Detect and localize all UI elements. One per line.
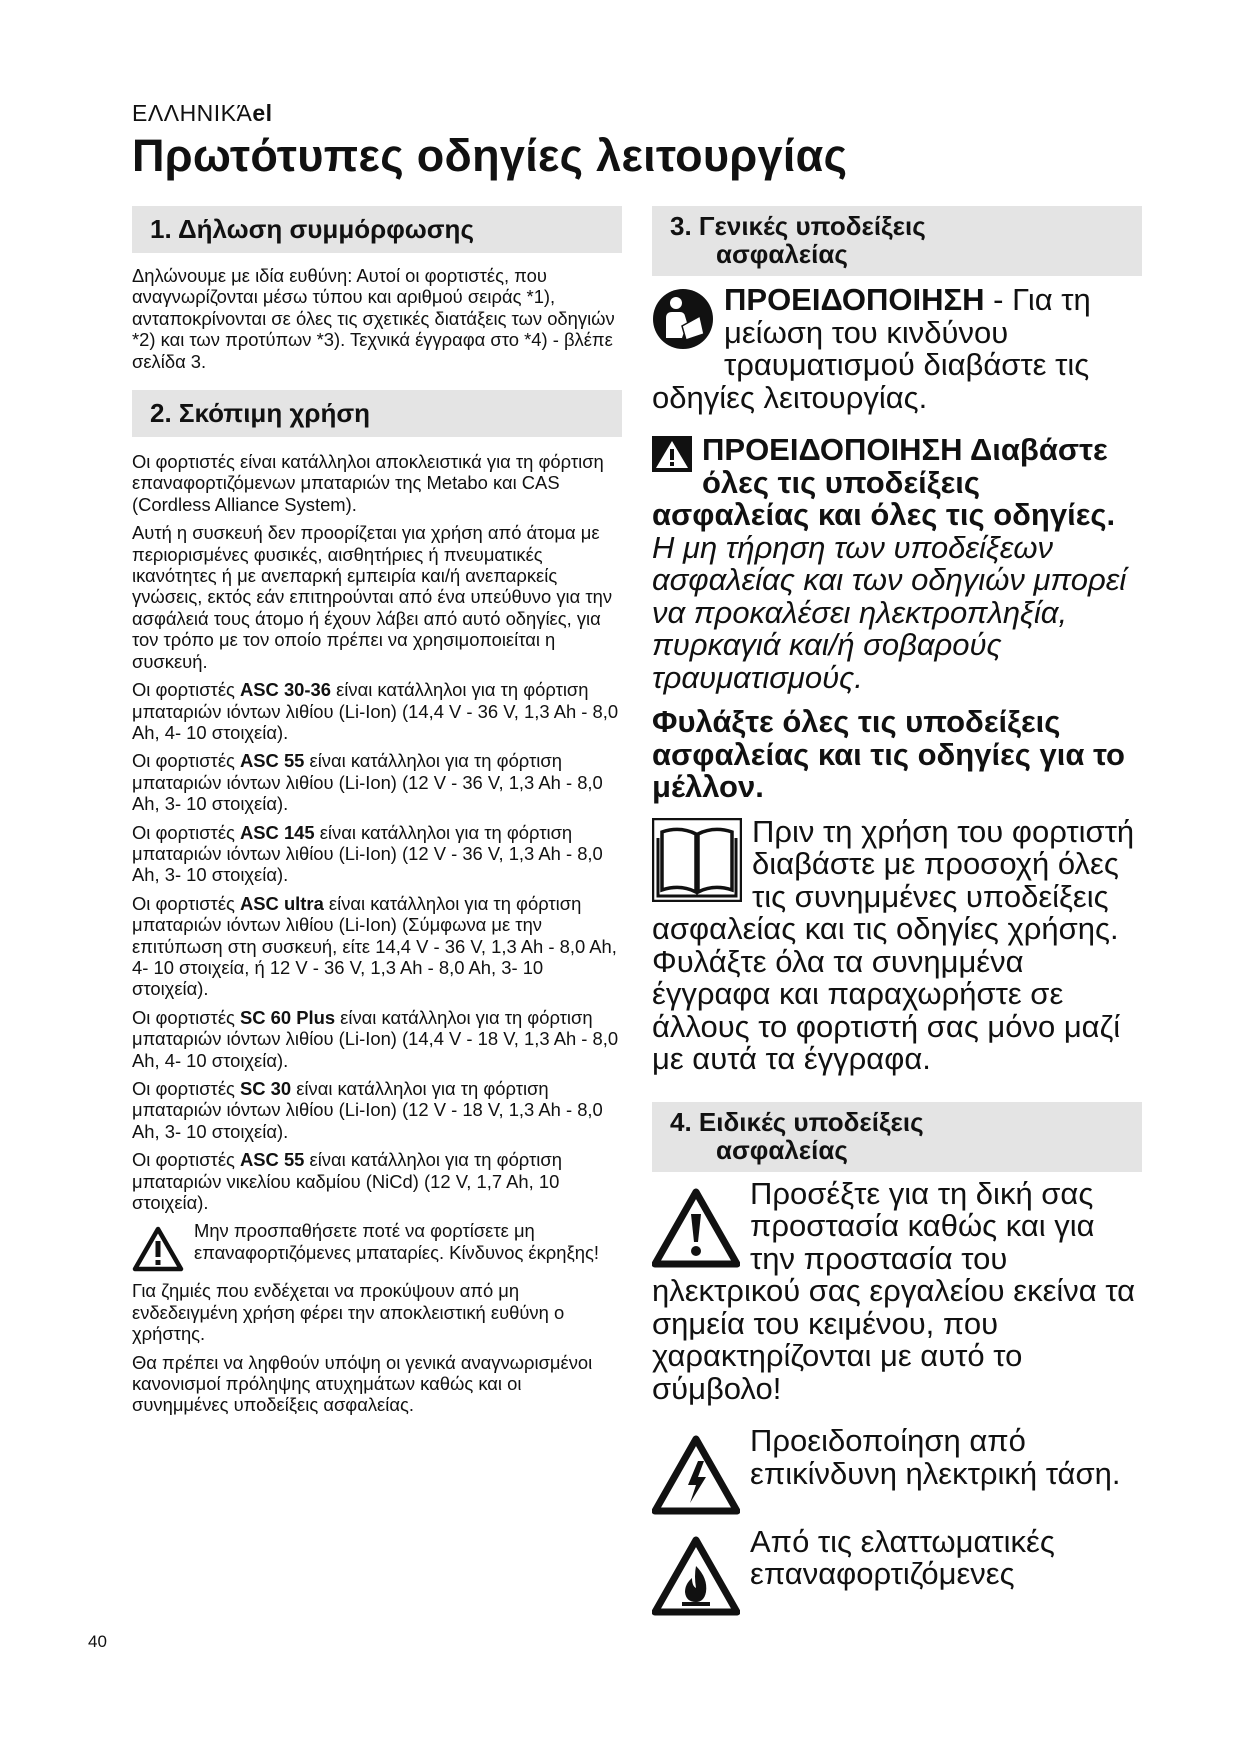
fire-hazard-icon	[652, 1536, 740, 1623]
intended-use-paragraph: Οι φορτιστές είναι κατάλληλοι αποκλειστικά για τη φόρτιση επαναφορτιζόμενων μπαταριών της Metabo και CAS (Cordless Alliance System).	[132, 451, 604, 515]
section-4-heading: 4. Ειδικές υποδείξεις ασφαλείας	[652, 1102, 1142, 1172]
book-icon	[652, 818, 742, 909]
charger-paragraph: Οι φορτιστές SC 30 είναι κατάλληλοι για τη φόρτιση μπαταριών ιόντων λιθίου (Li-Ion) (12 V - 18 V, 1,3 Ah - 8,0 Ah, 3- 10 στοιχεία).	[132, 1078, 603, 1142]
section-1-text: Δηλώνουμε με ιδία ευθύνη: Αυτοί οι φορτιστές, που αναγνωρίζονται μέσω τύπου και αριθμού σειράς *1), ανταποκρίνονται σε όλες τις σχετικές διατάξεις των οδηγιών *2) και των προτύπων *3). Τεχνικά έγγραφα στο *4) - βλέπε σελίδα 3.	[132, 265, 615, 372]
language-label: ΕΛΛΗΝΙΚΆel	[132, 100, 273, 126]
charger-paragraph: Οι φορτιστές ASC 30-36 είναι κατάλληλοι για τη φόρτιση μπαταριών ιόντων λιθίου (Li-Ion) (14,4 V - 36 V, 1,3 Ah - 8,0 Ah, 4- 10 στοιχεία).	[132, 679, 619, 743]
read-before-use-notice: Πριν τη χρήση του φορτιστή διαβάστε με προσοχή όλες τις συνημμένες υποδείξεις ασφαλείας και τις οδηγίες χρήσης. Φυλάξτε όλα τα συνημμένα έγγραφα και παραχωρήστε σε άλλους το φορτιστή σας μόνο μαζί με αυτά τα έγγραφα.	[652, 813, 1135, 1076]
voltage-warning: Προειδοποίηση από επικίνδυνη ηλεκτρική τάση.	[652, 1425, 1142, 1522]
warning-triangle-icon	[132, 1226, 184, 1272]
page-title: Πρωτότυπες οδηγίες λειτουργίας	[132, 130, 848, 181]
section-1-heading: 1. Δήλωση συμμόρφωσης	[132, 206, 622, 253]
section-2-heading: 2. Σκόπιμη χρήση	[132, 390, 622, 437]
liability-paragraph: Για ζημιές που ενδέχεται να προκύψουν από μη ενδεδειγμένη χρήση φέρει την αποκλειστική ευθύνη ο χρήστης.	[132, 1280, 565, 1345]
charger-paragraph: Οι φορτιστές ASC 55 είναι κατάλληλοι για τη φόρτιση μπαταριών νικελίου καδμίου (NiCd) (12 V, 1,7 Ah, 10 στοιχεία).	[132, 1149, 562, 1214]
warning-triangle-icon	[652, 436, 692, 479]
warning-triangle-icon	[652, 1188, 740, 1275]
fire-warning: Από τις ελαττωματικές επαναφορτιζόμενες	[652, 1526, 1142, 1623]
charger-paragraph: Οι φορτιστές ASC ultra είναι κατάλληλοι για τη φόρτιση μπαταριών ιόντων λιθίου (Li-Ion) (Σύμφωνα με την επιτύπωση στη συσκευή, είτε 14,4 V - 36 V, 1,3 Ah - 8,0 Ah, 4- 10 στοιχεία, ή 12 V - 36 V, 1,3 Ah - 8,0 Ah, 3- 10 στοιχεία).	[132, 892, 617, 1000]
accident-prevention-paragraph: Θα πρέπει να ληφθούν υπόψη οι γενικά αναγνωρισμένοι κανονισμοί πρόληψης ατυχημάτων καθώς και οι συνημμένες υποδείξεις ασφαλείας.	[132, 1351, 593, 1416]
read-manual-warning: ΠΡΟΕΙΔΟΠΟΙΗΣΗ - Για τη μείωση του κινδύνου τραυματισμού διαβάστε τις οδηγίες λειτουργίας.	[652, 282, 1091, 415]
explosion-warning-text: Μην προσπαθήσετε ποτέ να φορτίσετε μη επαναφορτιζόμενες μπαταρίες. Κίνδυνος έκρηξης!	[194, 1220, 599, 1263]
attention-symbol-notice: Προσέξτε για τη δική σας προστασία καθώς και για την προστασία του ηλεκτρικού σας εργαλείου εκείνα τα σημεία του κειμένου, που χαρακτηρίζονται με αυτό το σύμβολο!	[652, 1175, 1136, 1406]
read-manual-icon	[652, 288, 714, 357]
section-3-heading: 3. Γενικές υποδείξεις ασφαλείας	[652, 206, 1142, 276]
keep-instructions-text: Φυλάξτε όλες τις υποδείξεις ασφαλείας και τις οδηγίες για το μέλλον.	[652, 704, 1125, 804]
high-voltage-icon	[652, 1435, 740, 1522]
right-column	[652, 206, 1142, 1622]
restricted-use-paragraph: Αυτή η συσκευή δεν προορίζεται για χρήση από άτομα με περιορισμένες φυσικές, αισθητήριες ή πνευματικές ικανότητες ή με ανεπαρκή εμπειρία και/ή ανεπαρκείς γνώσεις, εκτός εάν επιτηρούνται από ένα υπεύθυνο για την ασφάλειά τους άτομο ή έχουν λάβει από αυτό οδηγίες, για τον τρόπο με τον οποίο πρέπει να χρησιμοποιείται η συσκευή.	[132, 522, 613, 672]
charger-paragraph: Οι φορτιστές ASC 55 είναι κατάλληλοι για τη φόρτιση μπαταριών ιόντων λιθίου (Li-Ion) (12 V - 36 V, 1,3 Ah - 8,0 Ah, 3- 10 στοιχεία).	[132, 750, 603, 815]
read-all-instructions-warning: ΠΡΟΕΙΔΟΠΟΙΗΣΗ Διαβάστε όλες τις υποδείξεις ασφαλείας και όλες τις οδηγίες. Η μη τήρηση των υποδείξεων ασφαλείας και των οδηγιών μπορεί να προκαλέσει ηλεκτροπληξία, πυρκαγιά και/ή σοβαρούς τραυματισμούς.	[652, 432, 1127, 695]
charger-paragraph: Οι φορτιστές SC 60 Plus είναι κατάλληλοι για τη φόρτιση μπαταριών ιόντων λιθίου (Li-Ion) (14,4 V - 18 V, 1,3 Ah - 8,0 Ah, 4- 10 στοιχεία).	[132, 1006, 619, 1071]
charger-paragraph: Οι φορτιστές ASC 145 είναι κατάλληλοι για τη φόρτιση μπαταριών ιόντων λιθίου (Li-Ion) (12 V - 36 V, 1,3 Ah - 8,0 Ah, 3- 10 στοιχεία).	[132, 821, 603, 886]
explosion-warning	[132, 1220, 622, 1272]
left-column	[132, 206, 622, 1423]
page-number: 40	[88, 1632, 107, 1651]
